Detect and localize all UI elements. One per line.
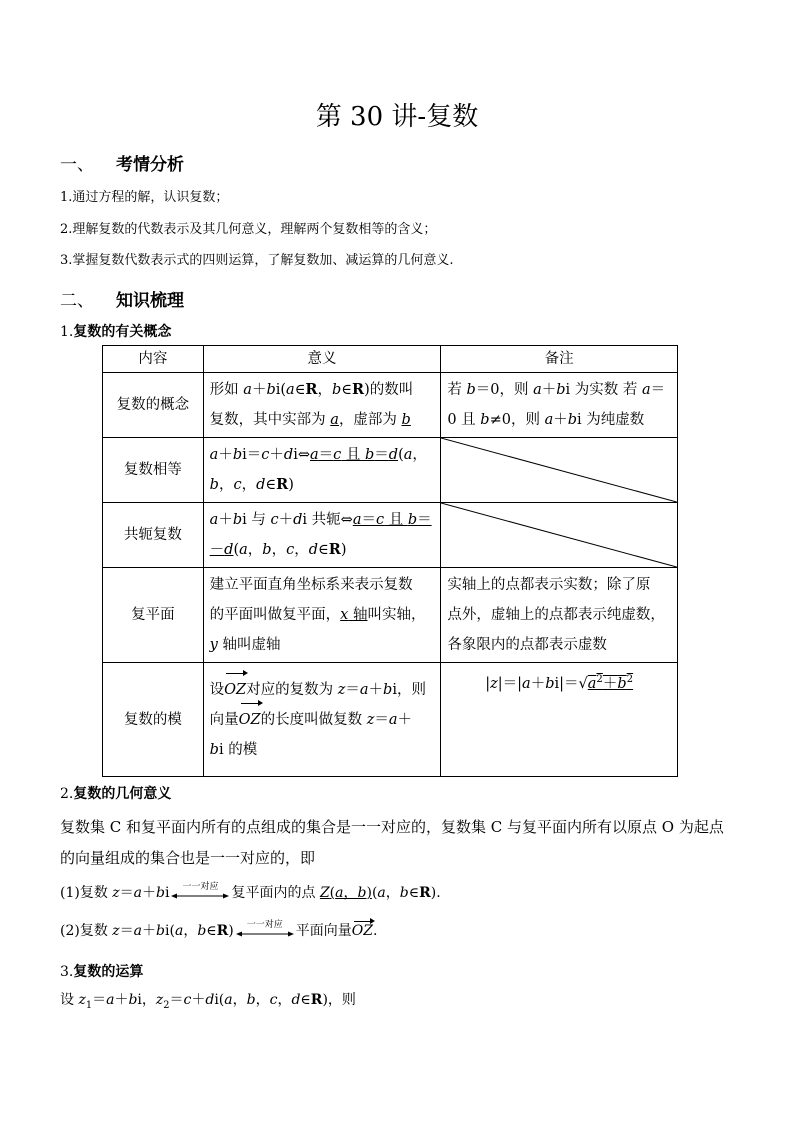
row-name: 复数的模 [103, 663, 204, 777]
section-label: 考情分析 [116, 155, 184, 175]
row-note: 实轴上的点都表示实数；除了原 点外，虚轴上的点都表示纯虚数， 各象限内的点都表示虚数 [441, 568, 678, 663]
empty-diagonal-cell [441, 503, 678, 568]
arrow-label: 一一对应 [246, 920, 283, 930]
table-row [103, 663, 678, 777]
row-name: 复数相等 [103, 438, 204, 503]
section-label: 知识梳理 [116, 291, 184, 311]
table-row [103, 373, 678, 438]
subheading-operations [60, 961, 143, 981]
subheading-label: 复数的运算 [73, 964, 144, 980]
page-title: 第 30 讲-复数 [315, 102, 479, 132]
row-name: 复平面 [103, 568, 204, 663]
formula-vector-correspondence: (2)复数 z＝a＋bi(a，b∈R) 一一对应 平面向量OZ. [60, 920, 377, 940]
table-row [103, 503, 678, 568]
one-to-one-arrow [171, 882, 229, 901]
table-row [103, 438, 678, 503]
header-meaning: 意义 [203, 346, 441, 373]
row-name: 共轭复数 [103, 503, 204, 568]
section-heading-analysis [60, 150, 184, 175]
arrow-label: 一一对应 [182, 882, 219, 892]
row-note: $|z|=|a+bi|=√a^2+b^2$ [441, 663, 678, 777]
geometry-paragraph: 复数集 C 和复平面内所有的点组成的集合是一一对应的，复数集 C 与复平面内所有以原点 O 为起点的向量组成的集合也是一一对应的，即 [60, 818, 724, 867]
row-meaning: 设OZ对应的复数为 z＝a＋bi，则 向量OZ的长度叫做复数 z＝a＋ bi 的模 [203, 663, 441, 777]
row-meaning: a＋bi 与 c＋di 共轭⇔a＝c 且 b＝ －d(a，b，c，d∈R) [203, 503, 441, 568]
subheading-number: 2. [60, 786, 74, 802]
operations-setup: 设 $z_1=a+bi$，$z_2=c+di(a$，b，c，d∈R)，则 [60, 992, 356, 1011]
section-heading-knowledge [60, 286, 184, 311]
subheading-number: 1. [60, 324, 74, 340]
subheading-geometry [60, 783, 171, 803]
analysis-line-1: 1.通过方程的解，认识复数； [60, 190, 229, 205]
subheading-label: 复数的几何意义 [73, 786, 172, 802]
table-header-row [103, 346, 678, 373]
table-row [103, 568, 678, 663]
formula-point-correspondence: (1)复数 z＝a＋bi 一一对应 复平面内的点 Z(a，b)(a，b∈R). [60, 882, 441, 902]
subheading-concepts [60, 321, 171, 341]
analysis-line-3: 3.掌握复数代数表示式的四则运算，了解复数加、减运算的几何意义. [60, 253, 454, 268]
section-number: 二、 [60, 291, 94, 311]
section-number: 一、 [60, 155, 94, 175]
row-meaning: 建立平面直角坐标系来表示复数 的平面叫做复平面，x 轴叫实轴， y 轴叫虚轴 [203, 568, 441, 663]
concept-table [102, 345, 678, 777]
empty-diagonal-cell [441, 438, 678, 503]
row-meaning: 形如 a＋bi(a∈R，b∈R)的数叫 复数，其中实部为 a，虚部为 b [203, 373, 441, 438]
row-name: 复数的概念 [103, 373, 204, 438]
row-note: 若 b＝0，则 a＋bi 为实数 若 a＝ 0 且 b≠0，则 a＋bi 为纯虚数 [441, 373, 678, 438]
subheading-number: 3. [60, 964, 74, 980]
header-notes: 备注 [441, 346, 678, 373]
subheading-label: 复数的有关概念 [73, 324, 172, 340]
row-meaning: a＋bi＝c＋di⇔a＝c 且 b＝d(a， b，c，d∈R) [203, 438, 441, 503]
analysis-line-2: 2.理解复数的代数表示及其几何意义，理解两个复数相等的含义； [60, 222, 437, 237]
one-to-one-arrow [236, 920, 294, 939]
header-content: 内容 [103, 346, 204, 373]
